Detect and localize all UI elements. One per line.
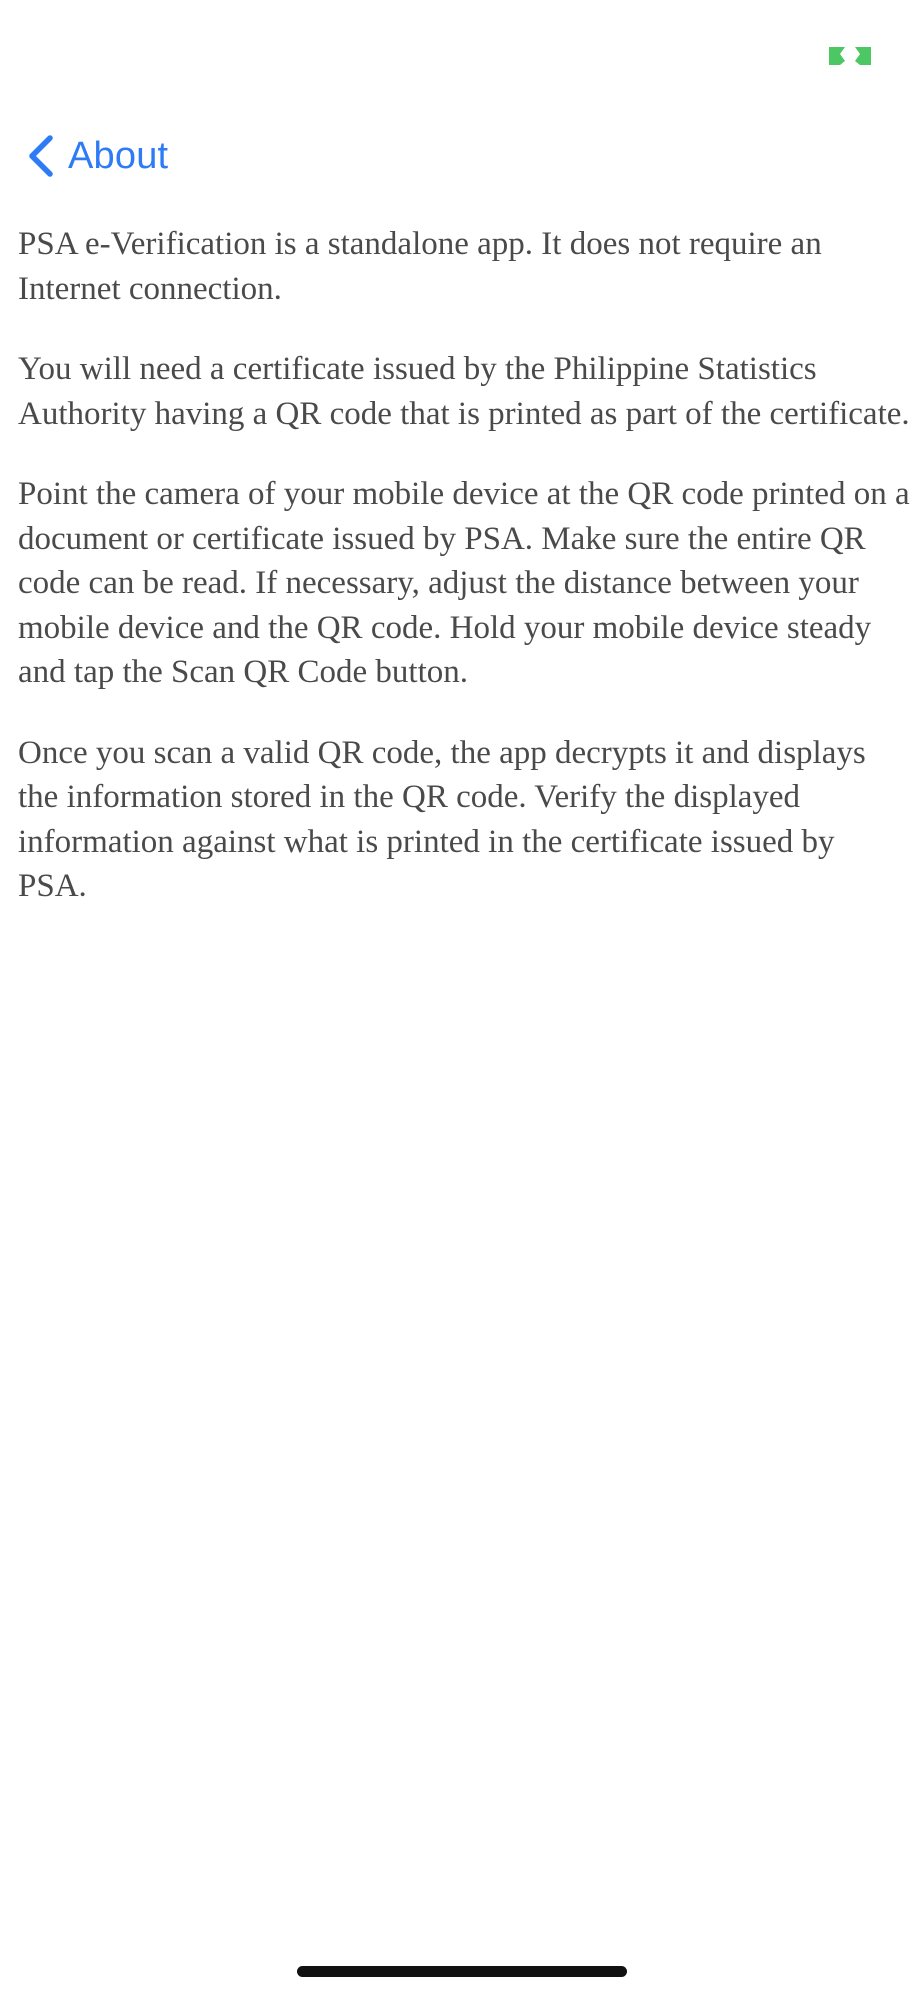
back-button-label: About: [68, 134, 169, 177]
screen-recording-icon: [826, 44, 874, 68]
back-button[interactable]: [24, 124, 168, 188]
about-paragraph-standalone: PSA e-Verification is a standalone app. It does not require an Internet connection.: [18, 226, 822, 307]
about-paragraph-scan-instructions: Point the camera of your mobile device at the QR code printed on a document or certificate issued by PSA. Make sure the entire QR code can be read. If necessary, adjust the distance between your mobile device and the QR code. Hold your mobile device steady and tap the Scan QR Code button.: [18, 476, 910, 690]
home-indicator[interactable]: [297, 1966, 627, 1977]
about-paragraph-verification: Once you scan a valid QR code, the app decrypts it and displays the information stored in the QR code. Verify the displayed information against what is printed in the certificate issued by PSA.: [18, 734, 866, 904]
about-content: [18, 222, 910, 945]
about-paragraph-certificate: You will need a certificate issued by the Philippine Statistics Authority having a QR code that is printed as part of the certificate.: [18, 351, 910, 432]
status-bar: [0, 0, 924, 110]
chevron-left-icon: [24, 132, 56, 180]
